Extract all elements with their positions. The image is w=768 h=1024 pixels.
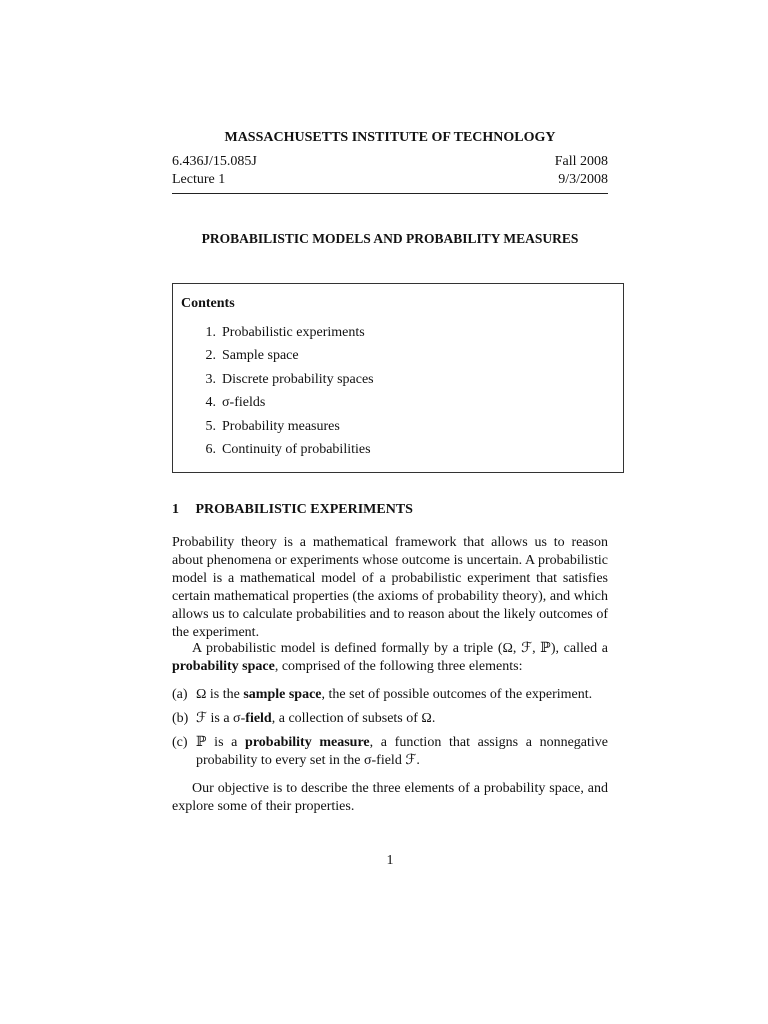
institution-name: MASSACHUSETTS INSTITUTE OF TECHNOLOGY xyxy=(224,130,556,145)
toc-item-number: 6. xyxy=(205,441,216,457)
list-item-label: (c) xyxy=(172,735,188,750)
course-number: 6.436J/15.085J xyxy=(172,154,257,169)
toc-item-label: Probabilistic experiments xyxy=(222,325,365,340)
contents-heading: Contents xyxy=(181,296,235,311)
toc-item-number: 5. xyxy=(205,418,216,434)
term: Fall 2008 xyxy=(554,154,608,169)
list-item-text: , a collection of subsets of Ω. xyxy=(271,711,436,726)
toc-item xyxy=(195,347,374,370)
list-item-text: , the set of possible outcomes of the experiment. xyxy=(321,687,593,702)
toc-item-label: σ-fields xyxy=(222,395,266,411)
list-item-label: (a) xyxy=(172,687,188,702)
list-item-text: Ω is the xyxy=(196,687,240,702)
list-item-text: ℙ is a xyxy=(196,735,238,750)
paragraph-text: A probabilistic model is defined formally by a triple (Ω, ℱ, ℙ), called a xyxy=(192,641,608,656)
list-item xyxy=(172,734,608,770)
element-list xyxy=(172,686,608,776)
contents-box xyxy=(172,283,624,473)
toc-item-number: 2. xyxy=(205,348,216,364)
paragraph-definition xyxy=(172,640,608,676)
section-heading xyxy=(172,502,413,518)
contents-list xyxy=(195,324,374,464)
list-item xyxy=(172,686,608,704)
toc-item-label: Probability measures xyxy=(222,418,340,434)
term-probability-space: probability space xyxy=(172,659,275,674)
header-row-1 xyxy=(172,154,608,170)
section-title: PROBABILISTIC EXPERIMENTS xyxy=(195,502,413,517)
term-field: field xyxy=(245,711,272,726)
term-probability-measure: probability measure xyxy=(245,735,370,750)
toc-item xyxy=(195,394,374,417)
toc-item xyxy=(195,324,374,347)
list-item-text: , a function that assigns a nonnegative probability to every set in the σ-field ℱ. xyxy=(196,735,608,768)
term-sample-space: sample space xyxy=(243,687,322,702)
toc-item-number: 1. xyxy=(205,325,216,340)
toc-item xyxy=(195,418,374,441)
toc-item-label: Sample space xyxy=(222,348,299,364)
section-number: 1 xyxy=(172,502,179,517)
list-item-label: (b) xyxy=(172,711,189,726)
toc-item-number: 3. xyxy=(205,371,216,387)
lecture-title: PROBABILISTIC MODELS AND PROBABILITY MEASURES xyxy=(201,231,579,246)
page-number: 1 xyxy=(386,853,394,868)
header-rule xyxy=(172,193,608,194)
paragraph-intro: Probability theory is a mathematical framework that allows us to reason about phenomena or experiments whose outcome is uncertain. A probabilistic model is a mathematical model of a probabilistic experiment that satisfies certain mathematical properties (the axioms of probability theory), and which allows us to calculate probabilities and to reason about the likely outcomes of the experiment. xyxy=(172,535,608,640)
list-item xyxy=(172,710,608,728)
toc-item-label: Discrete probability spaces xyxy=(222,371,374,387)
toc-item xyxy=(195,441,374,464)
list-item-text: ℱ is a σ- xyxy=(196,711,246,726)
toc-item-number: 4. xyxy=(205,395,216,411)
header-row-2 xyxy=(172,172,608,188)
lecture-number: Lecture 1 xyxy=(172,172,226,187)
toc-item xyxy=(195,371,374,394)
lecture-date: 9/3/2008 xyxy=(558,172,608,187)
toc-item-label: Continuity of probabilities xyxy=(222,441,371,457)
paragraph-text: , comprised of the following three elements: xyxy=(274,659,523,674)
paragraph-objective: Our objective is to describe the three elements of a probability space, and explore some of their properties. xyxy=(172,781,608,814)
